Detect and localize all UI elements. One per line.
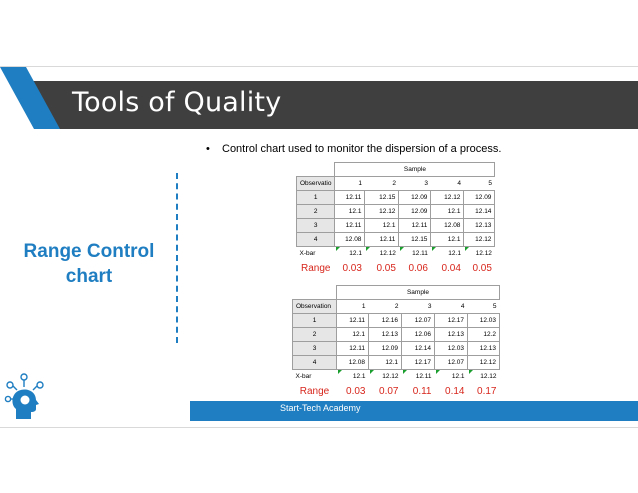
table-row — [297, 205, 495, 219]
table-cell: 12.11 — [337, 314, 369, 328]
side-title-line1: Range Control — [23, 241, 155, 262]
row-label: 3 — [297, 219, 335, 233]
table-cell: 12.06 — [402, 328, 435, 342]
xbar-value: 12.1 — [335, 247, 365, 261]
sample-number: 3 — [399, 177, 431, 191]
table-row — [297, 219, 495, 233]
table-cell: 12.13 — [369, 328, 402, 342]
table-row — [293, 328, 500, 342]
xbar-value: 12.11 — [399, 247, 431, 261]
range-value: 0.05 — [376, 262, 396, 274]
range-value: 0.14 — [445, 385, 465, 397]
row-label: 4 — [293, 356, 337, 370]
range-row — [293, 383, 500, 399]
table-cell: 12.2 — [468, 328, 500, 342]
table-cell: 12.13 — [468, 342, 500, 356]
side-title — [14, 239, 164, 289]
sample-header-row — [297, 163, 495, 177]
table-row — [293, 356, 500, 370]
table-cell: 12.1 — [335, 205, 365, 219]
range-table-1 — [296, 162, 495, 276]
sample-header: Sample — [335, 163, 495, 177]
footer-bar — [190, 401, 638, 421]
table-cell: 12.09 — [399, 205, 431, 219]
sample-number: 1 — [335, 177, 365, 191]
sample-number: 4 — [435, 300, 468, 314]
xbar-value: 12.11 — [402, 370, 435, 384]
bullet-point — [206, 143, 501, 155]
sample-header: Sample — [337, 286, 500, 300]
table-cell: 12.1 — [431, 205, 464, 219]
column-header-row — [293, 300, 500, 314]
range-row — [297, 260, 495, 276]
xbar-value: 12.1 — [435, 370, 468, 384]
sample-number: 2 — [369, 300, 402, 314]
row-label: 2 — [293, 328, 337, 342]
observation-header: Observatio — [297, 177, 335, 191]
table-cell: 12.14 — [402, 342, 435, 356]
table-cell: 12.08 — [335, 233, 365, 247]
table-cell: 12.07 — [435, 356, 468, 370]
sample-number: 5 — [464, 177, 495, 191]
xbar-row — [293, 370, 500, 384]
table-cell: 12.14 — [464, 205, 495, 219]
xbar-value: 12.1 — [337, 370, 369, 384]
table-cell: 12.12 — [464, 233, 495, 247]
table-cell: 12.1 — [369, 356, 402, 370]
table-cell: 12.12 — [468, 356, 500, 370]
table-cell: 12.11 — [365, 233, 399, 247]
table-cell: 12.1 — [431, 233, 464, 247]
table-row — [293, 314, 500, 328]
row-label: 1 — [293, 314, 337, 328]
table-cell: 12.1 — [365, 219, 399, 233]
range-value: 0.03 — [342, 262, 362, 274]
xbar-label: X-bar — [293, 370, 337, 384]
range-value: 0.11 — [412, 385, 432, 397]
table-cell: 12.11 — [399, 219, 431, 233]
range-value: 0.06 — [408, 262, 428, 274]
sample-number: 1 — [337, 300, 369, 314]
footer-text: Start-Tech Academy — [280, 403, 361, 413]
bullet-symbol: • — [206, 143, 210, 155]
table-cell: 12.07 — [402, 314, 435, 328]
range-label: Range — [300, 262, 331, 274]
observation-header: Observation — [293, 300, 337, 314]
slide — [0, 66, 638, 428]
table-cell: 12.15 — [399, 233, 431, 247]
brain-head-icon — [2, 371, 48, 421]
table-cell: 12.11 — [337, 342, 369, 356]
table-cell: 12.12 — [431, 191, 464, 205]
table-cell: 12.03 — [435, 342, 468, 356]
bullet-text: Control chart used to monitor the dispersion of a process. — [222, 143, 502, 155]
table-cell: 12.17 — [402, 356, 435, 370]
row-label: 1 — [297, 191, 335, 205]
table-cell: 12.09 — [399, 191, 431, 205]
table-cell: 12.17 — [435, 314, 468, 328]
xbar-value: 12.12 — [365, 247, 399, 261]
xbar-label: X-bar — [297, 247, 335, 261]
table-row — [293, 342, 500, 356]
range-value: 0.17 — [477, 385, 497, 397]
xbar-value: 12.12 — [369, 370, 402, 384]
range-value: 0.03 — [346, 385, 366, 397]
row-label: 3 — [293, 342, 337, 356]
slide-title: Tools of Quality — [72, 87, 282, 118]
row-label: 2 — [297, 205, 335, 219]
table-cell: 12.08 — [337, 356, 369, 370]
table-cell: 12.09 — [369, 342, 402, 356]
side-title-line2: chart — [65, 266, 113, 287]
table-cell: 12.03 — [468, 314, 500, 328]
range-value: 0.05 — [472, 262, 492, 274]
table-cell: 12.15 — [365, 191, 399, 205]
table-cell: 12.12 — [365, 205, 399, 219]
table-row — [297, 191, 495, 205]
row-label: 4 — [297, 233, 335, 247]
xbar-value: 12.12 — [464, 247, 495, 261]
range-value: 0.04 — [441, 262, 461, 274]
range-value: 0.07 — [379, 385, 399, 397]
sample-header-row — [293, 286, 500, 300]
table-row — [297, 233, 495, 247]
sample-number: 3 — [402, 300, 435, 314]
sample-number: 5 — [468, 300, 500, 314]
table-cell: 12.11 — [335, 219, 365, 233]
xbar-value: 12.1 — [431, 247, 464, 261]
table-cell: 12.13 — [435, 328, 468, 342]
xbar-row — [297, 247, 495, 261]
table-cell: 12.09 — [464, 191, 495, 205]
xbar-value: 12.12 — [468, 370, 500, 384]
dashed-divider — [176, 173, 178, 343]
table-cell: 12.16 — [369, 314, 402, 328]
sample-number: 2 — [365, 177, 399, 191]
range-table-2 — [292, 285, 500, 399]
table-cell: 12.13 — [464, 219, 495, 233]
column-header-row — [297, 177, 495, 191]
range-label: Range — [299, 385, 330, 397]
sample-number: 4 — [431, 177, 464, 191]
table-cell: 12.1 — [337, 328, 369, 342]
table-cell: 12.08 — [431, 219, 464, 233]
table-cell: 12.11 — [335, 191, 365, 205]
